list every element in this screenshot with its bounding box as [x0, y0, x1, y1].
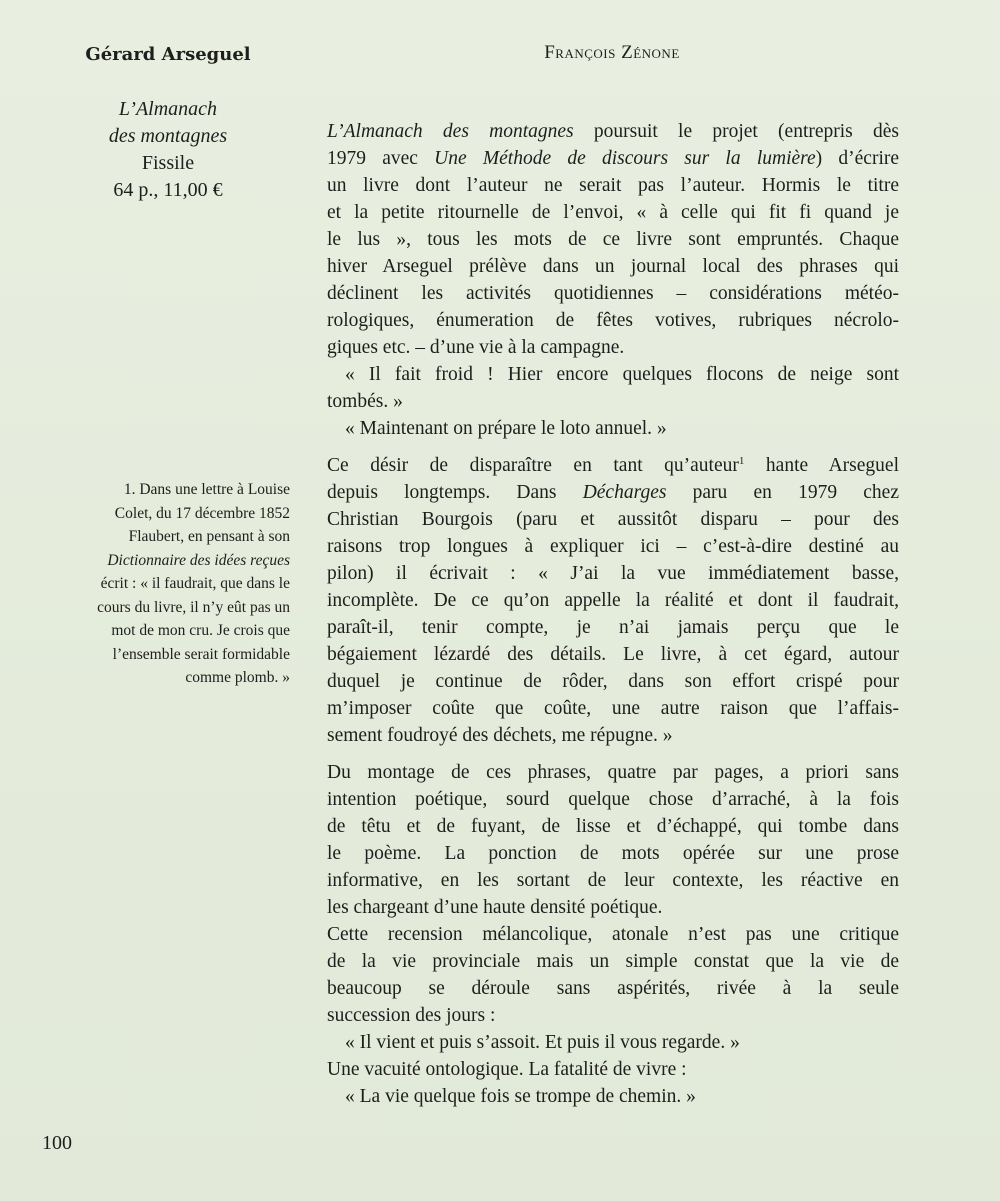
body-line: raisons trop longues à expliquer ici – c’est-à-dire destiné au: [327, 536, 899, 557]
footnote-line: écrit : « il faudrait, que dans le: [100, 575, 290, 592]
body-line: informative, en les sortant de leur contexte, les réactive en: [327, 870, 899, 891]
footnote-line: l’ensemble serait formidable: [112, 645, 290, 663]
book-details: 64 p., 11,00 €: [113, 179, 223, 201]
body-line: Cette recension mélancolique, atonale n’est pas une critique: [327, 924, 899, 945]
body-line: et la petite ritournelle de l’envoi, « à celle qui fit fi quand je: [327, 202, 899, 223]
body-line: de la vie provinciale mais un simple constat que la vie de: [327, 951, 899, 972]
body-line: depuis longtemps. Dans Décharges paru en 1979 chez: [327, 482, 899, 503]
book-title-line-2: des montagnes: [108, 125, 228, 147]
book-title-inline: Une Méthode de discours sur la lumière: [434, 148, 816, 169]
body-line: les chargeant d’une haute densité poétique.: [327, 897, 663, 918]
book-title-inline: L’Almanach des montagnes: [327, 121, 574, 142]
footnote-line: comme plomb. »: [185, 669, 290, 686]
quote-line: « Maintenant on prépare le loto annuel. »: [345, 418, 667, 439]
footnote: [20, 478, 290, 690]
body-line: beaucoup se déroule sans aspérités, rivée à la seule: [327, 978, 899, 999]
footnote-line: [20, 549, 290, 573]
body-line: duquel je continue de rôder, dans son effort crispé pour: [327, 671, 899, 692]
body-line: intention poétique, sourd quelque chose d’arraché, à la fois: [327, 789, 899, 810]
body-line: incomplète. De ce qu’on appelle la réalité et dont il faudrait,: [327, 590, 899, 611]
book-title-inline: Décharges: [582, 482, 667, 503]
body-line: pilon) il écrivait : « J’ai la vue immédiatement basse,: [327, 563, 899, 584]
body-line: succession des jours :: [327, 1005, 496, 1026]
body-line: paraît-il, tenir compte, je n’ai jamais perçu que le: [327, 617, 899, 638]
paragraph-gap: [327, 442, 899, 452]
review-body: [327, 118, 899, 1110]
footnote-line: cours du livre, il n’y eût pas un: [97, 598, 290, 616]
quote-line: « La vie quelque fois se trompe de chemin. »: [345, 1086, 696, 1107]
footnote-book-title: Dictionnaire des idées reçues: [107, 551, 290, 569]
body-line: L’Almanach des montagnes poursuit le projet (entrepris dès: [327, 121, 899, 142]
quote-line: tombés. »: [327, 391, 403, 412]
footnote-reference: 1: [738, 455, 745, 467]
body-line: le poème. La ponction de mots opérée sur une prose: [327, 843, 899, 864]
footnote-line: Colet, du 17 décembre 1852: [114, 504, 290, 522]
footnote-line: Flaubert, en pensant à son: [128, 528, 290, 545]
body-line: rologiques, énumeration de fêtes votives, rubriques nécrolo-: [327, 310, 899, 331]
footnote-line: 1. Dans une lettre à Louise: [123, 481, 290, 498]
book-publisher: Fissile: [141, 152, 195, 174]
body-line: Ce désir de disparaître en tant qu’auteur$^1$ hante Arseguel: [327, 455, 899, 476]
book-title-line-1: L’Almanach: [118, 98, 218, 120]
body-line: Du montage de ces phrases, quatre par pages, a priori sans: [327, 762, 899, 783]
paragraph-gap: [327, 749, 899, 759]
body-line: m’imposer coûte que coûte, une autre raison que l’affais-: [327, 698, 899, 719]
footnote-line: mot de mon cru. Je crois que: [111, 622, 290, 639]
body-line: de têtu et de fuyant, de lisse et d’échappé, qui tombe dans: [327, 816, 899, 837]
body-line: déclinent les activités quotidiennes – considérations météo-: [327, 283, 899, 304]
body-line: Une vacuité ontologique. La fatalité de vivre :: [327, 1059, 687, 1080]
reviewer-name: François Zénone: [544, 42, 680, 63]
body-line: bégaiement lézardé des détails. Le livre, à cet égard, autour: [327, 644, 899, 665]
book-reference: [18, 96, 318, 204]
quote-line: « Il fait froid ! Hier encore quelques flocons de neige sont: [345, 364, 899, 385]
body-line: Christian Bourgois (paru et aussitôt disparu – pour des: [327, 509, 899, 530]
body-line: 1979 avec Une Méthode de discours sur la lumière) d’écrire: [327, 148, 900, 169]
book-author: Gérard Arseguel: [85, 44, 251, 65]
body-line: un livre dont l’auteur ne serait pas l’auteur. Hormis le titre: [327, 175, 899, 196]
quote-line: « Il vient et puis s’assoit. Et puis il vous regarde. »: [345, 1032, 740, 1053]
body-line: giques etc. – d’une vie à la campagne.: [327, 337, 625, 358]
body-line: hiver Arseguel prélève dans un journal local des phrases qui: [327, 256, 899, 277]
page-number: 100: [42, 1132, 72, 1154]
body-line: sement foudroyé des déchets, me répugne. »: [327, 725, 673, 746]
body-line: le lus », tous les mots de ce livre sont empruntés. Chaque: [327, 229, 899, 250]
